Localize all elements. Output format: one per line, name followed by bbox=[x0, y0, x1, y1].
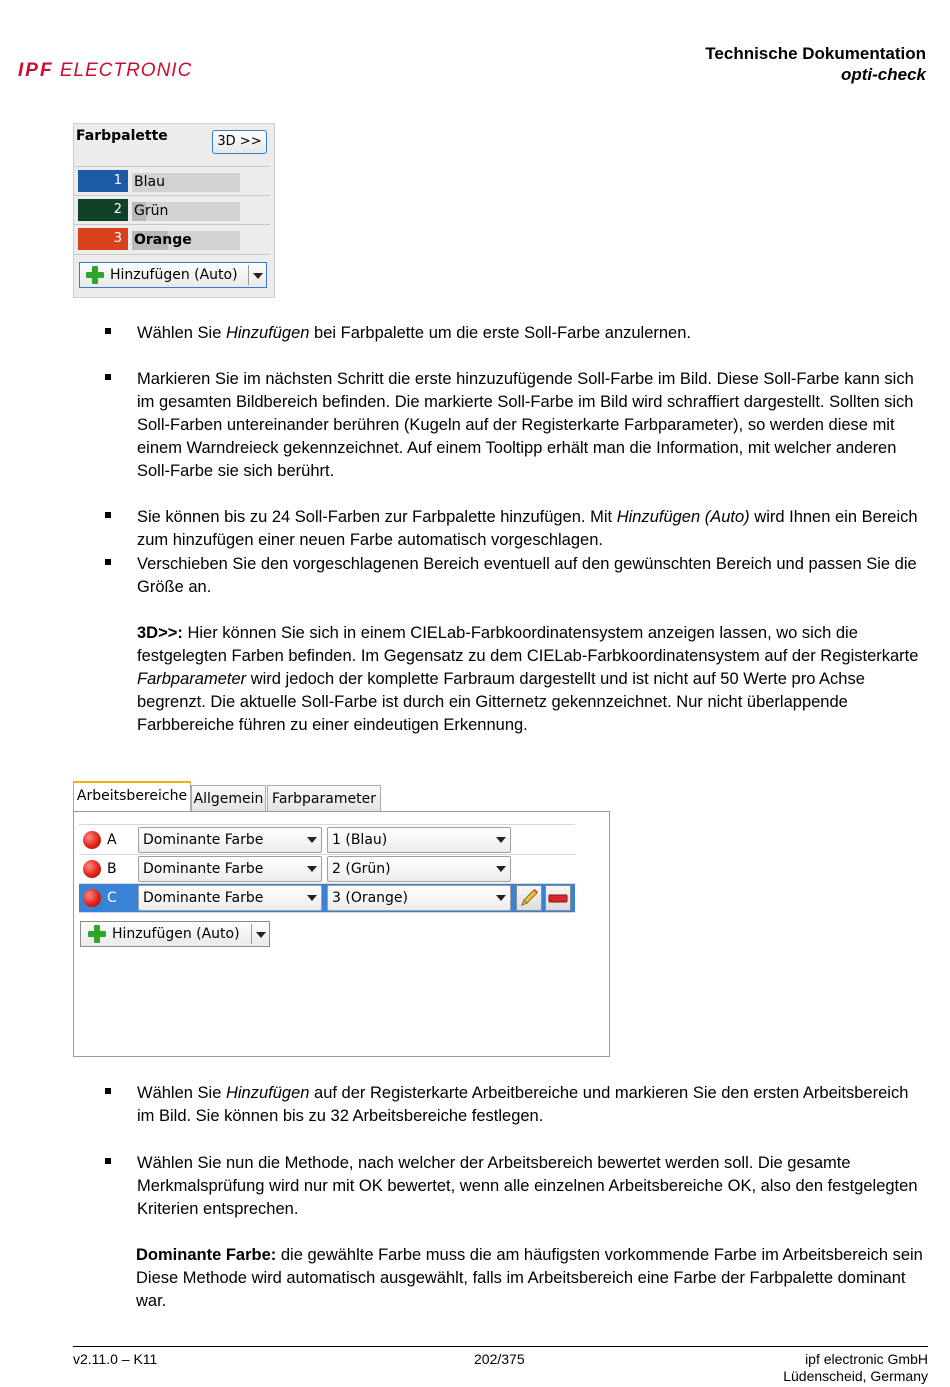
footer-company: ipf electronic GmbH bbox=[805, 1351, 928, 1367]
work-area-letter: C bbox=[107, 890, 117, 906]
company-logo bbox=[18, 60, 192, 82]
3d-description-paragraph: 3D>>: Hier können Sie sich in einem CIELab-Farbkoordinatensystem anzeigen lassen, wo sich die festgelegten Farben befinden. Im Gegensatz zu dem CIELab-Farbkoordinatensystem auf der Registerkarte Farbparameter wird jedoch der komplette Farbraum dargestellt und ist nicht auf 50 Werte pro Achse begrenzt. Die aktuelle Soll-Farbe ist durch ein Gitternetz gekennzeichnet. Nur nicht überlappende Farbbereiche führen zu einer eindeutigen Erkennung. bbox=[137, 624, 919, 734]
palette-divider bbox=[74, 224, 270, 225]
method-select[interactable] bbox=[138, 827, 322, 853]
color-select-value: 1 (Blau) bbox=[332, 832, 388, 848]
bullet bbox=[105, 328, 111, 334]
chevron-down-icon bbox=[496, 837, 506, 843]
edit-button[interactable] bbox=[516, 885, 542, 911]
color-select-value: 3 (Orange) bbox=[332, 890, 409, 906]
bullet bbox=[105, 1158, 111, 1164]
color-swatch: 2 bbox=[78, 199, 128, 221]
method-select[interactable] bbox=[138, 856, 322, 882]
status-ball-icon bbox=[83, 831, 101, 849]
dominant-color-paragraph: Dominante Farbe: die gewählte Farbe muss die am häufigsten vorkommende Farbe im Arbeitsbereich sein Diese Methode wird automatisch ausgewählt, falls im Arbeitsbereich eine Farbe der Farbpalette dominant war. bbox=[136, 1246, 923, 1310]
method-select-value: Dominante Farbe bbox=[143, 890, 264, 906]
palette-color-row[interactable] bbox=[78, 199, 268, 223]
color-select[interactable] bbox=[327, 885, 511, 911]
add-auto-label: Hinzufügen (Auto) bbox=[112, 926, 240, 942]
add-auto-label: Hinzufügen (Auto) bbox=[110, 267, 238, 283]
doc-title: Technische Dokumentation bbox=[705, 44, 926, 63]
work-area-row[interactable] bbox=[79, 826, 575, 855]
footer-divider bbox=[73, 1346, 928, 1347]
method-select[interactable] bbox=[138, 885, 322, 911]
bullet bbox=[105, 1088, 111, 1094]
combo-divider bbox=[248, 265, 249, 285]
palette-title: Farbpalette bbox=[76, 128, 168, 144]
add-work-area-combo[interactable] bbox=[80, 921, 270, 947]
instruction-paragraph: Verschieben Sie den vorgeschlagenen Bereich eventuell auf den gewünschten Bereich und passen Sie die Größe an. bbox=[137, 555, 917, 596]
instruction-paragraph: Markieren Sie im nächsten Schritt die erste hinzuzufügende Soll-Farbe im Bild. Diese Soll-Farbe kann sich im gesamten Bildbereich befinden. Die markierte Soll-Farbe im Bild wird schraffiert dargestellt. Sollten sich Soll-Farben untereinander berühren (Kugeln auf der Registerkarte Farbparameter), so werden diese mit einem Warndreieck gekennzeichnet. Auf einem Tooltipp erhält man die Information, mit welcher anderen Soll-Farbe sie sich berührt. bbox=[137, 370, 914, 480]
footer-location: Lüdenscheid, Germany bbox=[783, 1368, 928, 1384]
palette-divider bbox=[74, 254, 270, 255]
tab-arbeitsbereiche[interactable]: Arbeitsbereiche bbox=[73, 781, 191, 811]
tab-farbparameter[interactable]: Farbparameter bbox=[267, 785, 381, 811]
status-ball-icon bbox=[83, 889, 101, 907]
palette-divider bbox=[74, 166, 270, 167]
footer-page-number: 202/375 bbox=[474, 1351, 525, 1367]
chevron-down-icon bbox=[496, 866, 506, 872]
chevron-down-icon bbox=[307, 866, 317, 872]
chevron-down-icon[interactable] bbox=[253, 273, 263, 279]
work-area-letter: A bbox=[107, 832, 117, 848]
color-name: Grün bbox=[134, 203, 169, 219]
add-auto-combo[interactable] bbox=[79, 262, 267, 288]
instruction-paragraph: Wählen Sie nun die Methode, nach welcher der Arbeitsbereich bewertet werden soll. Die gesamte Merkmalsprüfung wird nur mit OK bewertet, wenn alle einzelnen Arbeitsbereiche OK, also den festgelegten Kriterien entsprechen. bbox=[137, 1154, 918, 1218]
instruction-paragraph: Sie können bis zu 24 Soll-Farben zur Farbpalette hinzufügen. Mit Hinzufügen (Auto) wird Ihnen ein Bereich zum hinzufügen einer neuen Farbe automatisch vorgeschlagen. bbox=[137, 508, 918, 549]
table-top-border bbox=[79, 824, 575, 825]
color-name: Orange bbox=[134, 232, 192, 248]
3d-view-button[interactable]: 3D >> bbox=[212, 130, 267, 154]
work-area-row[interactable] bbox=[79, 855, 575, 884]
palette-divider bbox=[74, 195, 270, 196]
bullet bbox=[105, 374, 111, 380]
work-area-letter: B bbox=[107, 861, 117, 877]
bullet bbox=[105, 512, 111, 518]
plus-icon bbox=[86, 266, 104, 284]
color-swatch: 3 bbox=[78, 228, 128, 250]
chevron-down-icon bbox=[496, 895, 506, 901]
color-select[interactable] bbox=[327, 827, 511, 853]
status-ball-icon bbox=[83, 860, 101, 878]
work-area-row-selected[interactable] bbox=[79, 884, 575, 913]
method-select-value: Dominante Farbe bbox=[143, 861, 264, 877]
logo-brand: IPF bbox=[18, 60, 54, 81]
color-swatch: 1 bbox=[78, 170, 128, 192]
pencil-icon bbox=[517, 886, 541, 910]
palette-color-row[interactable] bbox=[78, 170, 268, 194]
minus-icon bbox=[546, 886, 570, 910]
color-name: Blau bbox=[134, 174, 165, 190]
method-select-value: Dominante Farbe bbox=[143, 832, 264, 848]
chevron-down-icon bbox=[307, 837, 317, 843]
plus-icon bbox=[88, 925, 106, 943]
color-select-value: 2 (Grün) bbox=[332, 861, 391, 877]
logo-text: ELECTRONIC bbox=[59, 60, 193, 81]
palette-color-row-selected[interactable] bbox=[78, 228, 268, 252]
instruction-paragraph: Wählen Sie Hinzufügen auf der Registerkarte Arbeitbereiche und markieren Sie den ersten Arbeitsbereich im Bild. Sie können bis zu 32 Arbeitsbereiche festlegen. bbox=[137, 1084, 909, 1125]
bullet bbox=[105, 559, 111, 565]
chevron-down-icon[interactable] bbox=[256, 932, 266, 938]
instruction-paragraph: Wählen Sie Hinzufügen bei Farbpalette um die erste Soll-Farbe anzulernen. bbox=[137, 324, 691, 342]
tab-allgemein[interactable]: Allgemein bbox=[191, 785, 266, 811]
doc-subtitle: opti-check bbox=[840, 65, 926, 84]
color-palette-panel bbox=[73, 123, 275, 298]
combo-divider bbox=[251, 924, 252, 944]
color-select[interactable] bbox=[327, 856, 511, 882]
chevron-down-icon bbox=[307, 895, 317, 901]
footer-version: v2.11.0 – K11 bbox=[73, 1351, 158, 1367]
delete-button[interactable] bbox=[545, 885, 571, 911]
